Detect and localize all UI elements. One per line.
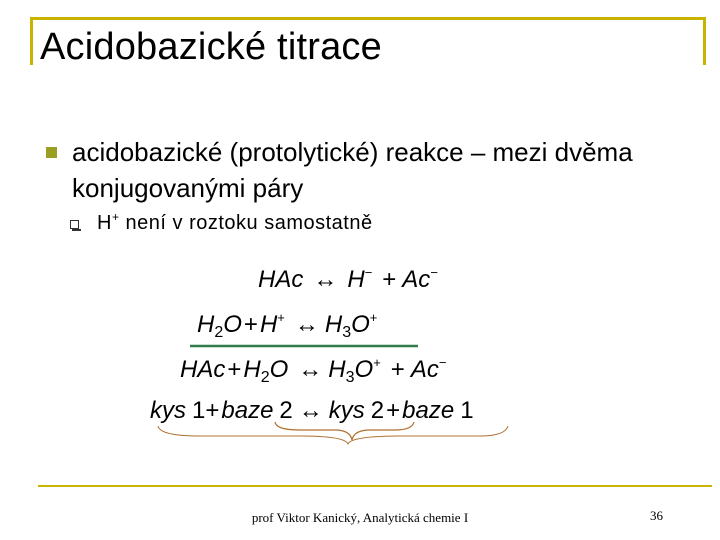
equation-3 xyxy=(180,355,446,386)
eq3-left2-sub: 2 xyxy=(260,369,270,386)
eq2-plus: + xyxy=(243,311,258,338)
eq2-right-tail: O xyxy=(351,311,370,338)
eq4-t3: kys xyxy=(328,397,365,424)
pair-brace-outer xyxy=(158,426,508,444)
eq3-right1-tail: O xyxy=(354,356,374,383)
eq4-n4: 1 xyxy=(460,397,474,424)
eq4-t2: baze xyxy=(221,397,274,424)
eq2-left1-sub: 2 xyxy=(214,324,224,341)
eq3-plus1: + xyxy=(227,356,242,383)
eq3-right2-sup: − xyxy=(438,355,447,370)
eq2-left1: H xyxy=(197,311,215,338)
eq3-right2: Ac xyxy=(410,356,439,383)
eq3-plus2: + xyxy=(390,356,405,383)
eq2-right-sup: + xyxy=(369,310,378,325)
eq4-arrow: ↔ xyxy=(298,397,323,424)
pair-brace-inner xyxy=(275,422,414,440)
eq1-p1: H xyxy=(347,266,365,293)
eq1-p1-sup: − xyxy=(364,265,373,280)
slide-title: Acidobazické titrace xyxy=(40,26,382,68)
eq3-right1-sub: 3 xyxy=(345,369,355,386)
eq4-t1: kys xyxy=(150,397,186,424)
eq2-arrow: ↔ xyxy=(294,311,319,338)
eq4-n1: 1 xyxy=(192,397,206,424)
footer-text: prof Viktor Kanický, Analytická chemie I xyxy=(251,510,469,525)
footer-divider xyxy=(38,485,712,487)
eq1-arrow: ↔ xyxy=(313,266,338,293)
eq1-p2: Ac xyxy=(402,266,431,293)
eq3-left1: HAc xyxy=(180,356,226,383)
sub-bullet-rest: není v roztoku samostatně xyxy=(119,212,373,234)
eq1-plus: + xyxy=(382,266,397,293)
eq4-plus2: + xyxy=(386,397,401,424)
page-number: 36 xyxy=(650,508,663,523)
eq2-left2-sup: + xyxy=(277,310,285,325)
eq2-left2: H xyxy=(259,311,278,338)
eq2-right: H xyxy=(324,311,343,338)
eq1-p2-sup: − xyxy=(430,265,438,280)
sub-bullet-sup: + xyxy=(111,210,120,224)
eq3-left2: H xyxy=(243,356,261,383)
eq2-left1-tail: O xyxy=(223,311,242,338)
bullet-text: acidobazické (protolytické) reakce – mezi dvěma konjugovanými páry xyxy=(72,137,633,203)
eq4-plus1: + xyxy=(205,397,220,424)
equation-4 xyxy=(150,397,474,424)
equation-2 xyxy=(197,310,377,341)
equation-1 xyxy=(258,265,438,293)
eq3-arrow: ↔ xyxy=(298,356,323,383)
sub-bullet-main: H xyxy=(97,212,112,234)
eq3-right1: H xyxy=(328,356,346,383)
eq1-left: HAc xyxy=(258,266,304,293)
eq3-right1-sup: + xyxy=(373,355,381,370)
eq4-n3: 2 xyxy=(370,397,385,424)
eq2-right-sub: 3 xyxy=(342,324,352,341)
eq3-left2-tail: O xyxy=(269,356,289,383)
eq4-n2: 2 xyxy=(279,397,293,424)
eq4-t4: baze xyxy=(402,397,455,424)
